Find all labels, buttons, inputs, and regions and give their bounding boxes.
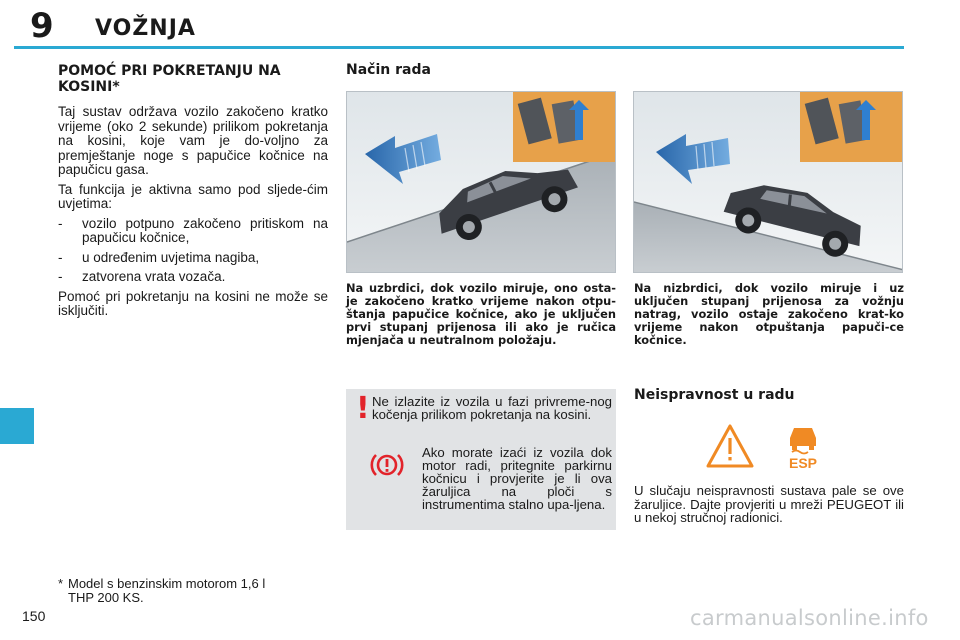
esp-icon xyxy=(789,428,817,471)
fault-warning-icons xyxy=(706,422,826,472)
list-item: - u određenim uvjetima nagiba, xyxy=(58,251,328,266)
downhill-illustration xyxy=(633,91,903,273)
footnote-line-1: Model s benzinskim motorom 1,6 l xyxy=(68,576,266,591)
chapter-title: VOŽNJA xyxy=(95,16,196,41)
footnote-star: * xyxy=(58,576,64,591)
fault-title: Neispravnost u radu xyxy=(634,387,795,403)
section-para-1: Taj sustav održava vozilo zakočeno kratko vrijeme (oko 2 sekunde) prilikom pokretanja na kosini, koje vam je do-voljno za premještanje noge s papučice kočnice na papučicu gasa. xyxy=(58,104,328,177)
exclamation-icon: ! xyxy=(356,391,370,426)
chapter-number: 9 xyxy=(30,6,54,46)
fault-text: U slučaju neispravnosti sustava pale se ove žaruljice. Dajte provjeriti u mreži PEUGEOT ili u nekoj stručnoj radionici. xyxy=(634,483,904,525)
section-para-3: Pomoć pri pokretanju na kosini ne može se isključiti. xyxy=(58,288,328,318)
uphill-illustration xyxy=(346,91,616,273)
watermark: carmanualsonline.info xyxy=(690,606,929,630)
footnote-line-2: THP 200 KS. xyxy=(68,589,144,605)
downhill-caption: Na nizbrdici, dok vozilo miruje i uz uključen stupanj prijenosa za vožnju natrag, vozilo ostaje zakočeno krat-ko vrijeme nakon otpuštanja papuči-ce kočnice. xyxy=(634,281,904,347)
operation-title: Način rada xyxy=(346,62,431,78)
parking-brake-warning-icon xyxy=(370,451,404,479)
chapter-side-tab xyxy=(0,408,34,444)
warning-triangle-icon xyxy=(708,426,752,466)
condition-text: u određenim uvjetima nagiba, xyxy=(82,249,260,265)
condition-text: zatvorena vrata vozača. xyxy=(82,269,226,284)
footnote xyxy=(58,577,328,604)
hill-start-section xyxy=(58,63,328,324)
list-item: - vozilo potpuno zakočeno pritiskom na papučicu kočnice, xyxy=(58,215,328,245)
list-item: - zatvorena vrata vozača. xyxy=(58,270,328,285)
section-title: POMOĆ PRI POKRETANJU NA KOSINI* xyxy=(58,63,281,95)
page-number: 150 xyxy=(22,608,46,624)
condition-text: vozilo potpuno zakočeno pritiskom na papučicu kočnice, xyxy=(82,215,328,245)
esp-label: ESP xyxy=(788,455,818,471)
header-rule xyxy=(14,46,904,49)
warning-text-1: Ne izlazite iz vozila u fazi privreme-nog kočenja prilikom pokretanja na kosini. xyxy=(372,394,612,422)
uphill-caption: Na uzbrdici, dok vozilo miruje, ono osta-je zakočeno kratko vrijeme nakon otpu-štanja papučice kočnice, ako je uključen prvi stupanj prijenosa ili ako je ručica mjenjača u neutralnom položaju. xyxy=(346,281,616,347)
section-para-2: Ta funkcija je aktivna samo pod sljede-ćim uvjetima: xyxy=(58,181,328,211)
warning-text-2: Ako morate izaći iz vozila dok motor radi, pritegnite parkirnu kočnicu i provjerite je li ova žaruljica na ploči s instrumentima stalno upa-ljena. xyxy=(422,445,612,512)
warning-box xyxy=(346,389,616,530)
